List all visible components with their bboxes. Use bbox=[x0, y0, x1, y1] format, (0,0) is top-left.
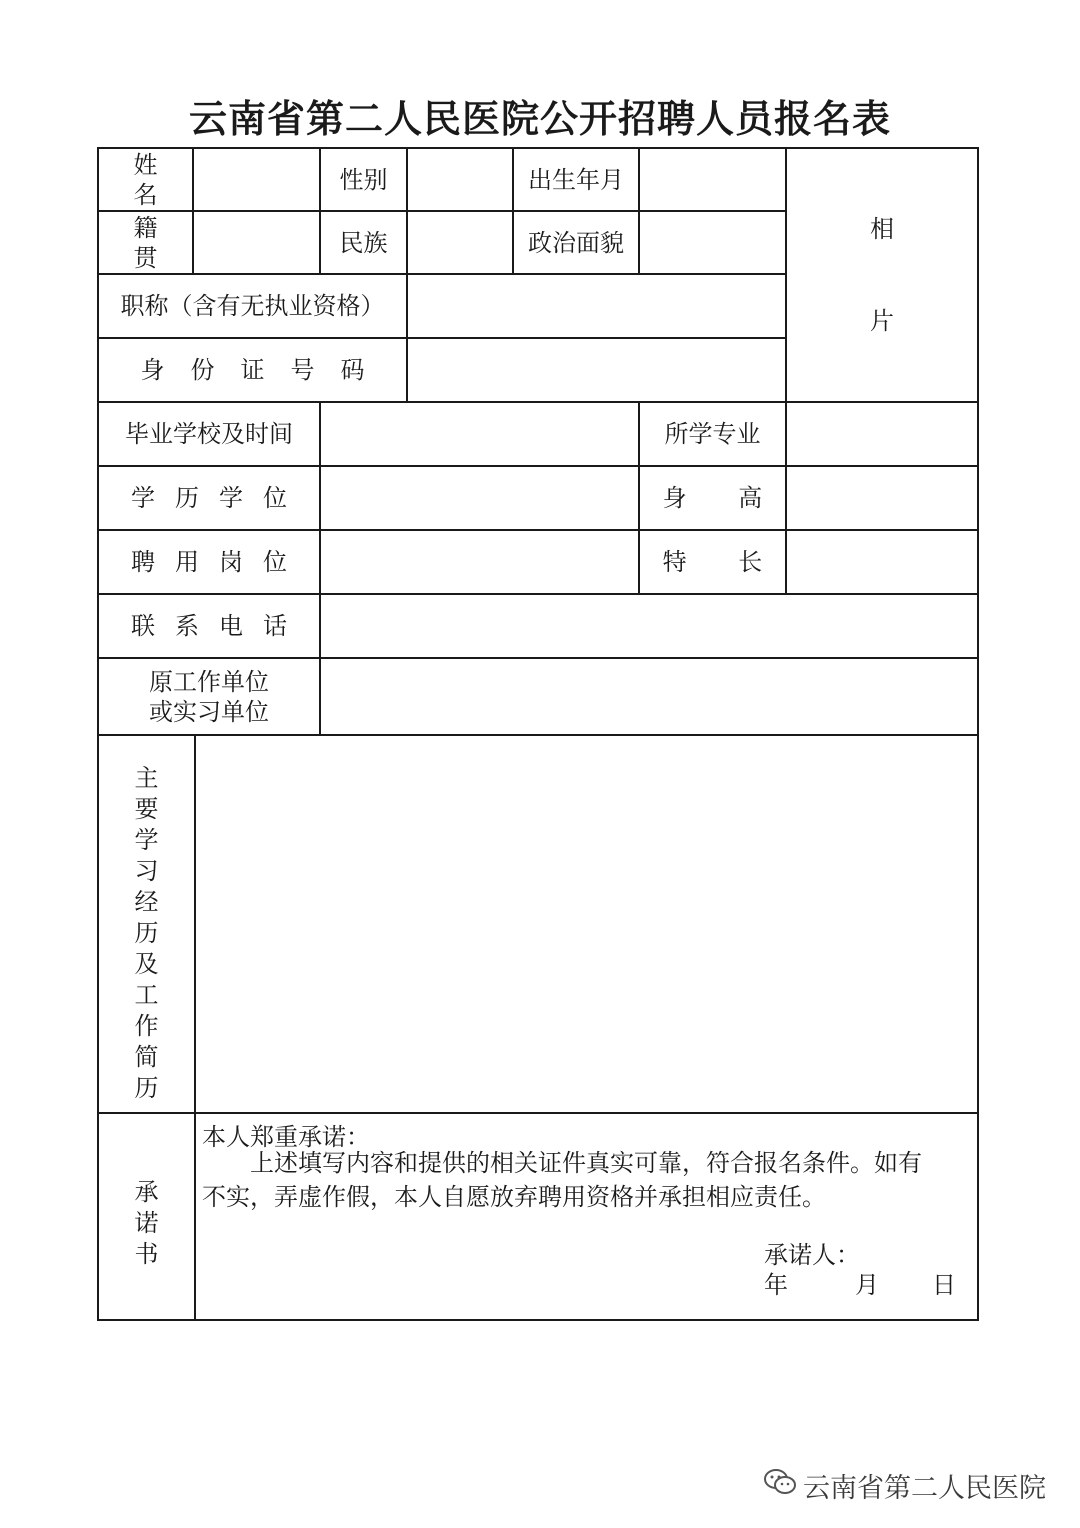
resume-char: 习 bbox=[134, 857, 159, 885]
work-unit-label-line2: 或实习单位 bbox=[149, 697, 269, 726]
ethnicity-field[interactable] bbox=[407, 211, 513, 274]
political-label: 政治面貌 bbox=[528, 228, 624, 257]
gender-field[interactable] bbox=[407, 148, 513, 211]
photo-label-2: 片 bbox=[870, 307, 894, 335]
ethnicity-label: 民族 bbox=[339, 228, 388, 257]
professional-title-field[interactable] bbox=[407, 274, 786, 338]
phone-field[interactable] bbox=[320, 594, 978, 658]
work-unit-label bbox=[98, 658, 320, 735]
resume-char: 学 bbox=[134, 826, 159, 854]
resume-char: 简 bbox=[134, 1043, 159, 1071]
pledge-char: 书 bbox=[134, 1240, 159, 1268]
specialty-field[interactable] bbox=[786, 530, 978, 594]
resume-char: 经 bbox=[134, 888, 159, 916]
political-field[interactable] bbox=[639, 211, 786, 274]
major-field[interactable] bbox=[786, 402, 978, 466]
phone-label: 联系电话 bbox=[131, 612, 307, 640]
id-number-label: 身份证号码 bbox=[140, 356, 391, 384]
pledge-body-line2: 不实，弄虚作假，本人自愿放弃聘用资格并承担相应责任。 bbox=[202, 1183, 826, 1211]
name-field[interactable] bbox=[193, 148, 320, 211]
name-label: 姓 名 bbox=[133, 150, 172, 209]
resume-char: 要 bbox=[134, 795, 159, 823]
height-field[interactable] bbox=[786, 466, 978, 530]
specialty-label: 特 长 bbox=[662, 548, 785, 576]
degree-field[interactable] bbox=[320, 466, 639, 530]
resume-char: 历 bbox=[134, 919, 159, 947]
pledge-heading: 本人郑重承诺： bbox=[202, 1123, 370, 1151]
position-label: 聘用岗位 bbox=[131, 548, 307, 576]
pledge-char: 诺 bbox=[134, 1209, 159, 1237]
form-title: 云南省第二人民医院公开招聘人员报名表 bbox=[188, 96, 891, 141]
birth-label: 出生年月 bbox=[528, 165, 624, 194]
resume-char: 历 bbox=[134, 1074, 159, 1102]
resume-field[interactable] bbox=[195, 735, 978, 1113]
hometown-field[interactable] bbox=[193, 211, 320, 274]
major-label: 所学专业 bbox=[664, 420, 761, 448]
date-day: 日 bbox=[932, 1271, 956, 1299]
resume-char: 工 bbox=[134, 981, 159, 1009]
professional-title-label: 职称（含有无执业资格） bbox=[120, 292, 385, 320]
source-name: 云南省第二人民医院 bbox=[803, 1473, 1046, 1504]
height-label: 身 高 bbox=[662, 484, 785, 512]
resume-char: 及 bbox=[134, 950, 159, 978]
work-unit-label-line1: 原工作单位 bbox=[149, 667, 269, 696]
birth-field[interactable] bbox=[639, 148, 786, 211]
photo-label-1: 相 bbox=[870, 215, 894, 243]
id-number-field[interactable] bbox=[407, 338, 786, 402]
school-field[interactable] bbox=[320, 402, 639, 466]
work-unit-field[interactable] bbox=[320, 658, 978, 735]
resume-char: 作 bbox=[134, 1012, 159, 1040]
wechat-icon bbox=[763, 1468, 797, 1503]
source-watermark bbox=[763, 1466, 1046, 1505]
degree-label: 学历学位 bbox=[131, 484, 307, 512]
gender-label: 性别 bbox=[339, 165, 388, 194]
pledge-body-line1: 上述填写内容和提供的相关证件真实可靠，符合报名条件。如有 bbox=[250, 1149, 922, 1177]
date-year: 年 bbox=[764, 1271, 788, 1299]
date-month: 月 bbox=[855, 1271, 879, 1299]
signer-label: 承诺人： bbox=[764, 1241, 860, 1269]
resume-label bbox=[98, 735, 195, 1113]
position-field[interactable] bbox=[320, 530, 639, 594]
pledge-char: 承 bbox=[134, 1178, 159, 1206]
school-label: 毕业学校及时间 bbox=[125, 420, 293, 448]
hometown-label: 籍 贯 bbox=[133, 213, 172, 272]
resume-char: 主 bbox=[134, 764, 159, 792]
photo-box[interactable] bbox=[786, 148, 978, 402]
pledge-label bbox=[98, 1113, 195, 1320]
